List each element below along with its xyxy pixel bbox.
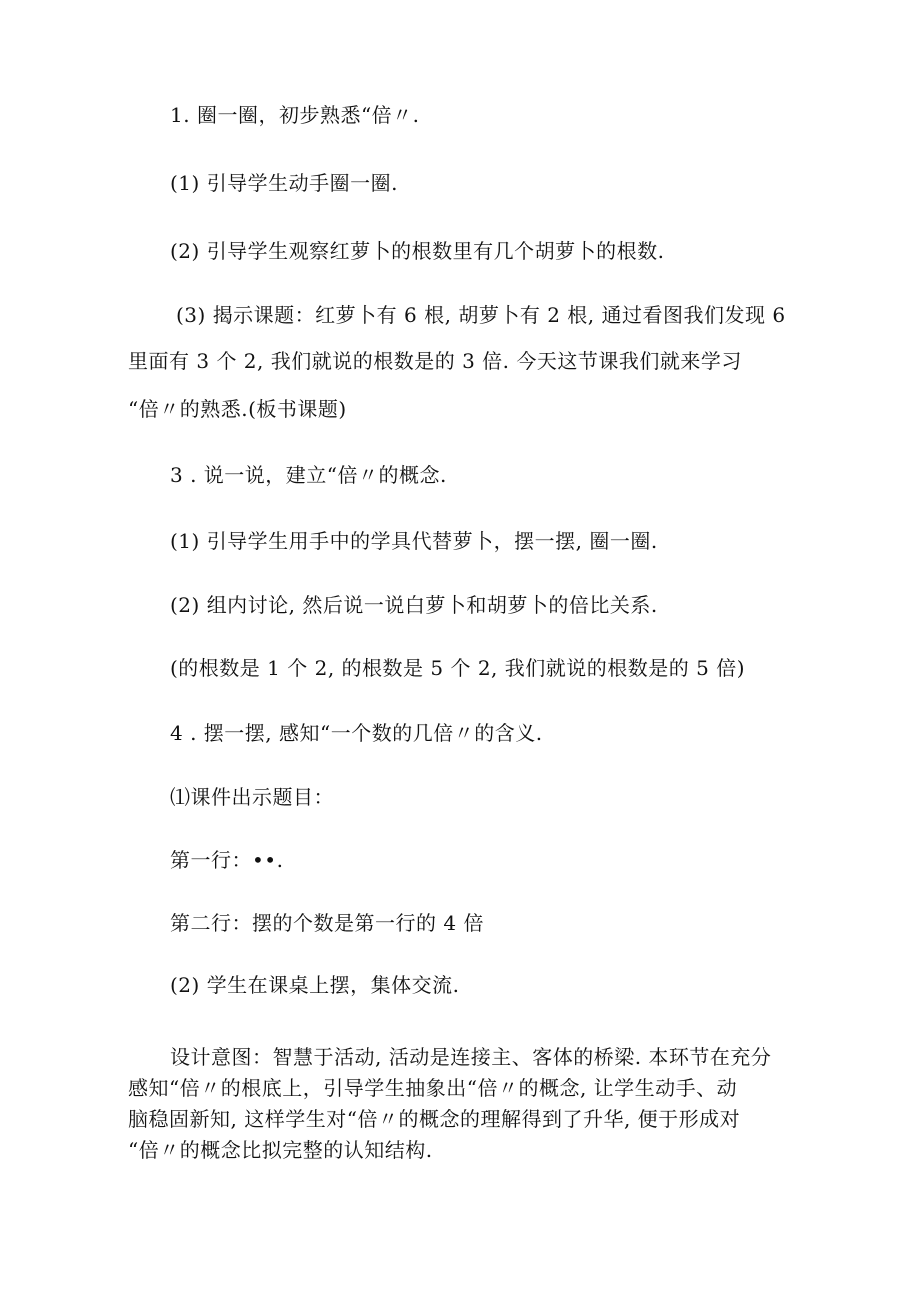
design-intent-line-2: 感知“倍〃的根底上，引导学生抽象出“倍〃的概念, 让学生动手、动 bbox=[128, 1076, 738, 1100]
step-1-item-3-line-3: “倍〃的熟悉.(板书课题) bbox=[128, 397, 347, 421]
step-3-item-2: (2) 组内讨论, 然后说一说白萝卜和胡萝卜的倍比关系. bbox=[170, 593, 658, 617]
row-1-line: 第一行：••. bbox=[170, 848, 284, 872]
step-4-item-1: ⑴课件出示题目： bbox=[170, 785, 334, 809]
row-2-line: 第二行：摆的个数是第一行的 4 倍 bbox=[170, 911, 484, 935]
design-intent-line-3: 脑稳固新知, 这样学生对“倍〃的概念的理解得到了升华, 便于形成对 bbox=[128, 1107, 741, 1131]
step-1-item-2: (2) 引导学生观察红萝卜的根数里有几个胡萝卜的根数. bbox=[170, 239, 665, 263]
step-1-item-1: (1) 引导学生动手圈一圈. bbox=[170, 171, 399, 195]
step-4-item-2: (2) 学生在课桌上摆，集体交流. bbox=[170, 973, 460, 997]
step-3-note: (的根数是 1 个 2, 的根数是 5 个 2, 我们就说的根数是的 5 倍) bbox=[170, 656, 746, 680]
step-1-item-3-line-2: 里面有 3 个 2, 我们就说的根数是的 3 倍. 今天这节课我们就来学习 bbox=[128, 349, 742, 373]
step-4-heading: 4 . 摆一摆, 感知“一个数的几倍〃的含义. bbox=[170, 721, 543, 745]
step-3-item-1: (1) 引导学生用手中的学具代替萝卜，摆一摆, 圈一圈. bbox=[170, 529, 658, 553]
design-intent-line-1: 设计意图：智慧于活动, 活动是连接主、客体的桥梁. 本环节在充分 bbox=[170, 1045, 772, 1069]
step-1-heading: 1. 圈一圈，初步熟悉“倍〃. bbox=[170, 103, 420, 127]
step-1-item-3-line-1: (3) 揭示课题：红萝卜有 6 根, 胡萝卜有 2 根, 通过看图我们发现 6 bbox=[176, 303, 786, 327]
design-intent-line-4: “倍〃的概念比拟完整的认知结构. bbox=[128, 1138, 433, 1162]
step-3-heading: 3 . 说一说，建立“倍〃的概念. bbox=[170, 463, 447, 487]
